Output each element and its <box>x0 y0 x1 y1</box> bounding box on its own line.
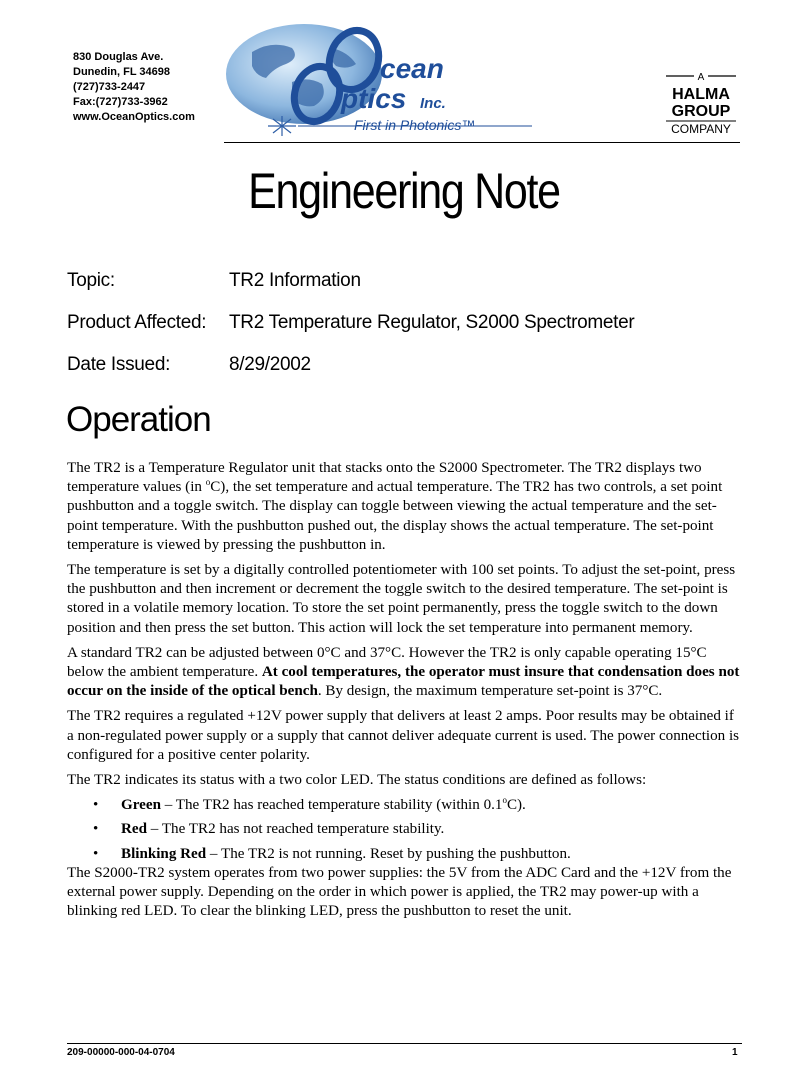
paragraph-2: The temperature is set by a digitally controlled potentiometer with 100 set points. To adjust the set-point, press the pushbutton and then increment or decrement the toggle switch to the desired temperature. The set-point is stored in a volatile memory location. To store the set point permanently, press the toggle switch to the down position and then press the set button. This action will lock the set temperature into permanent memory. <box>67 562 736 636</box>
bullet-icon: • <box>93 845 99 862</box>
halma-word: HALMA <box>672 86 730 103</box>
address-website: www.OceanOptics.com <box>73 111 195 123</box>
address-street: 830 Douglas Ave. <box>73 51 164 63</box>
halma-a: A <box>697 72 705 83</box>
meta-label: Date Issued: <box>67 354 171 375</box>
paragraph-4: The TR2 requires a regulated +12V power supply that delivers at least 2 amps. Poor results may be obtained if a non-regulated power supply or a supply that cannot deliver adequate current is used. The power connection is configured for a positive center polarity. <box>67 708 740 763</box>
page-title: Engineering Note <box>248 163 560 219</box>
status-list <box>67 796 743 864</box>
paragraph-5: The TR2 indicates its status with a two color LED. The status conditions are defined as follows: <box>67 772 647 789</box>
header-divider <box>224 142 740 143</box>
list-item: • Green – The TR2 has reached temperature stability (within 0.1$^o$C). <box>67 796 743 815</box>
section-body <box>67 459 743 927</box>
paragraph-6: The S2000-TR2 system operates from two power supplies: the 5V from the ADC Card and the +12V from the external power supply. Depending on the order in which power is applied, the TR2 may power-up with a blinking red LED. To clear the blinking LED, press the pushbutton to reset the unit. <box>67 864 732 920</box>
logo-tagline: First in Photonics™ <box>354 117 476 133</box>
list-item: • Red – The TR2 has not reached temperature stability. <box>67 820 743 839</box>
paragraph-3: A standard TR2 can be adjusted between 0°C and 37°C. However the TR2 is only capable operating 15°C below the ambient temperature. At cool temperatures, the operator must insure that condensation does not occur on the inside of the optical bench. By design, the maximum temperature set-point is 37°C. <box>67 644 740 700</box>
section-heading: Operation <box>66 400 211 439</box>
logo-word-optics: ptics <box>341 83 407 114</box>
meta-label: Topic: <box>67 270 115 291</box>
meta-value: 8/29/2002 <box>229 354 311 375</box>
bullet-icon: • <box>93 821 99 838</box>
company-word: COMPANY <box>671 122 731 136</box>
logo-inc: Inc. <box>420 95 446 112</box>
bullet-icon: • <box>93 797 99 814</box>
address-phone: (727)733-2447 <box>73 81 146 93</box>
halma-group-logo <box>662 68 740 138</box>
list-item: • Blinking Red – The TR2 is not running. Reset by pushing the pushbutton. <box>67 845 743 864</box>
logo-word-ocean: cean <box>380 53 444 84</box>
meta-label: Product Affected: <box>67 312 207 333</box>
address-city: Dunedin, FL 34698 <box>73 66 170 78</box>
address-fax: Fax:(727)733-3962 <box>73 96 168 108</box>
ocean-optics-logo <box>222 22 552 140</box>
meta-value: TR2 Temperature Regulator, S2000 Spectrometer <box>229 312 635 333</box>
document-number: 209-00000-000-04-0704 <box>67 1047 175 1058</box>
group-word: GROUP <box>671 103 731 120</box>
page-number: 1 <box>732 1047 738 1058</box>
footer-divider <box>67 1043 742 1044</box>
meta-value: TR2 Information <box>229 270 361 291</box>
company-address <box>73 50 195 125</box>
paragraph-1: The TR2 is a Temperature Regulator unit that stacks onto the S2000 Spectrometer. The TR2 displays two temperature values (in $^o$C), the set temperature and actual temperature. The TR2 has two controls, a set point pushbutton and a toggle switch. The display can toggle between viewing the actual temperature and the set-point temperature. With the pushbutton pushed out, the display shows the actual temperature. The set-point temperature is viewed by pressing the pushbutton in. <box>67 460 723 553</box>
